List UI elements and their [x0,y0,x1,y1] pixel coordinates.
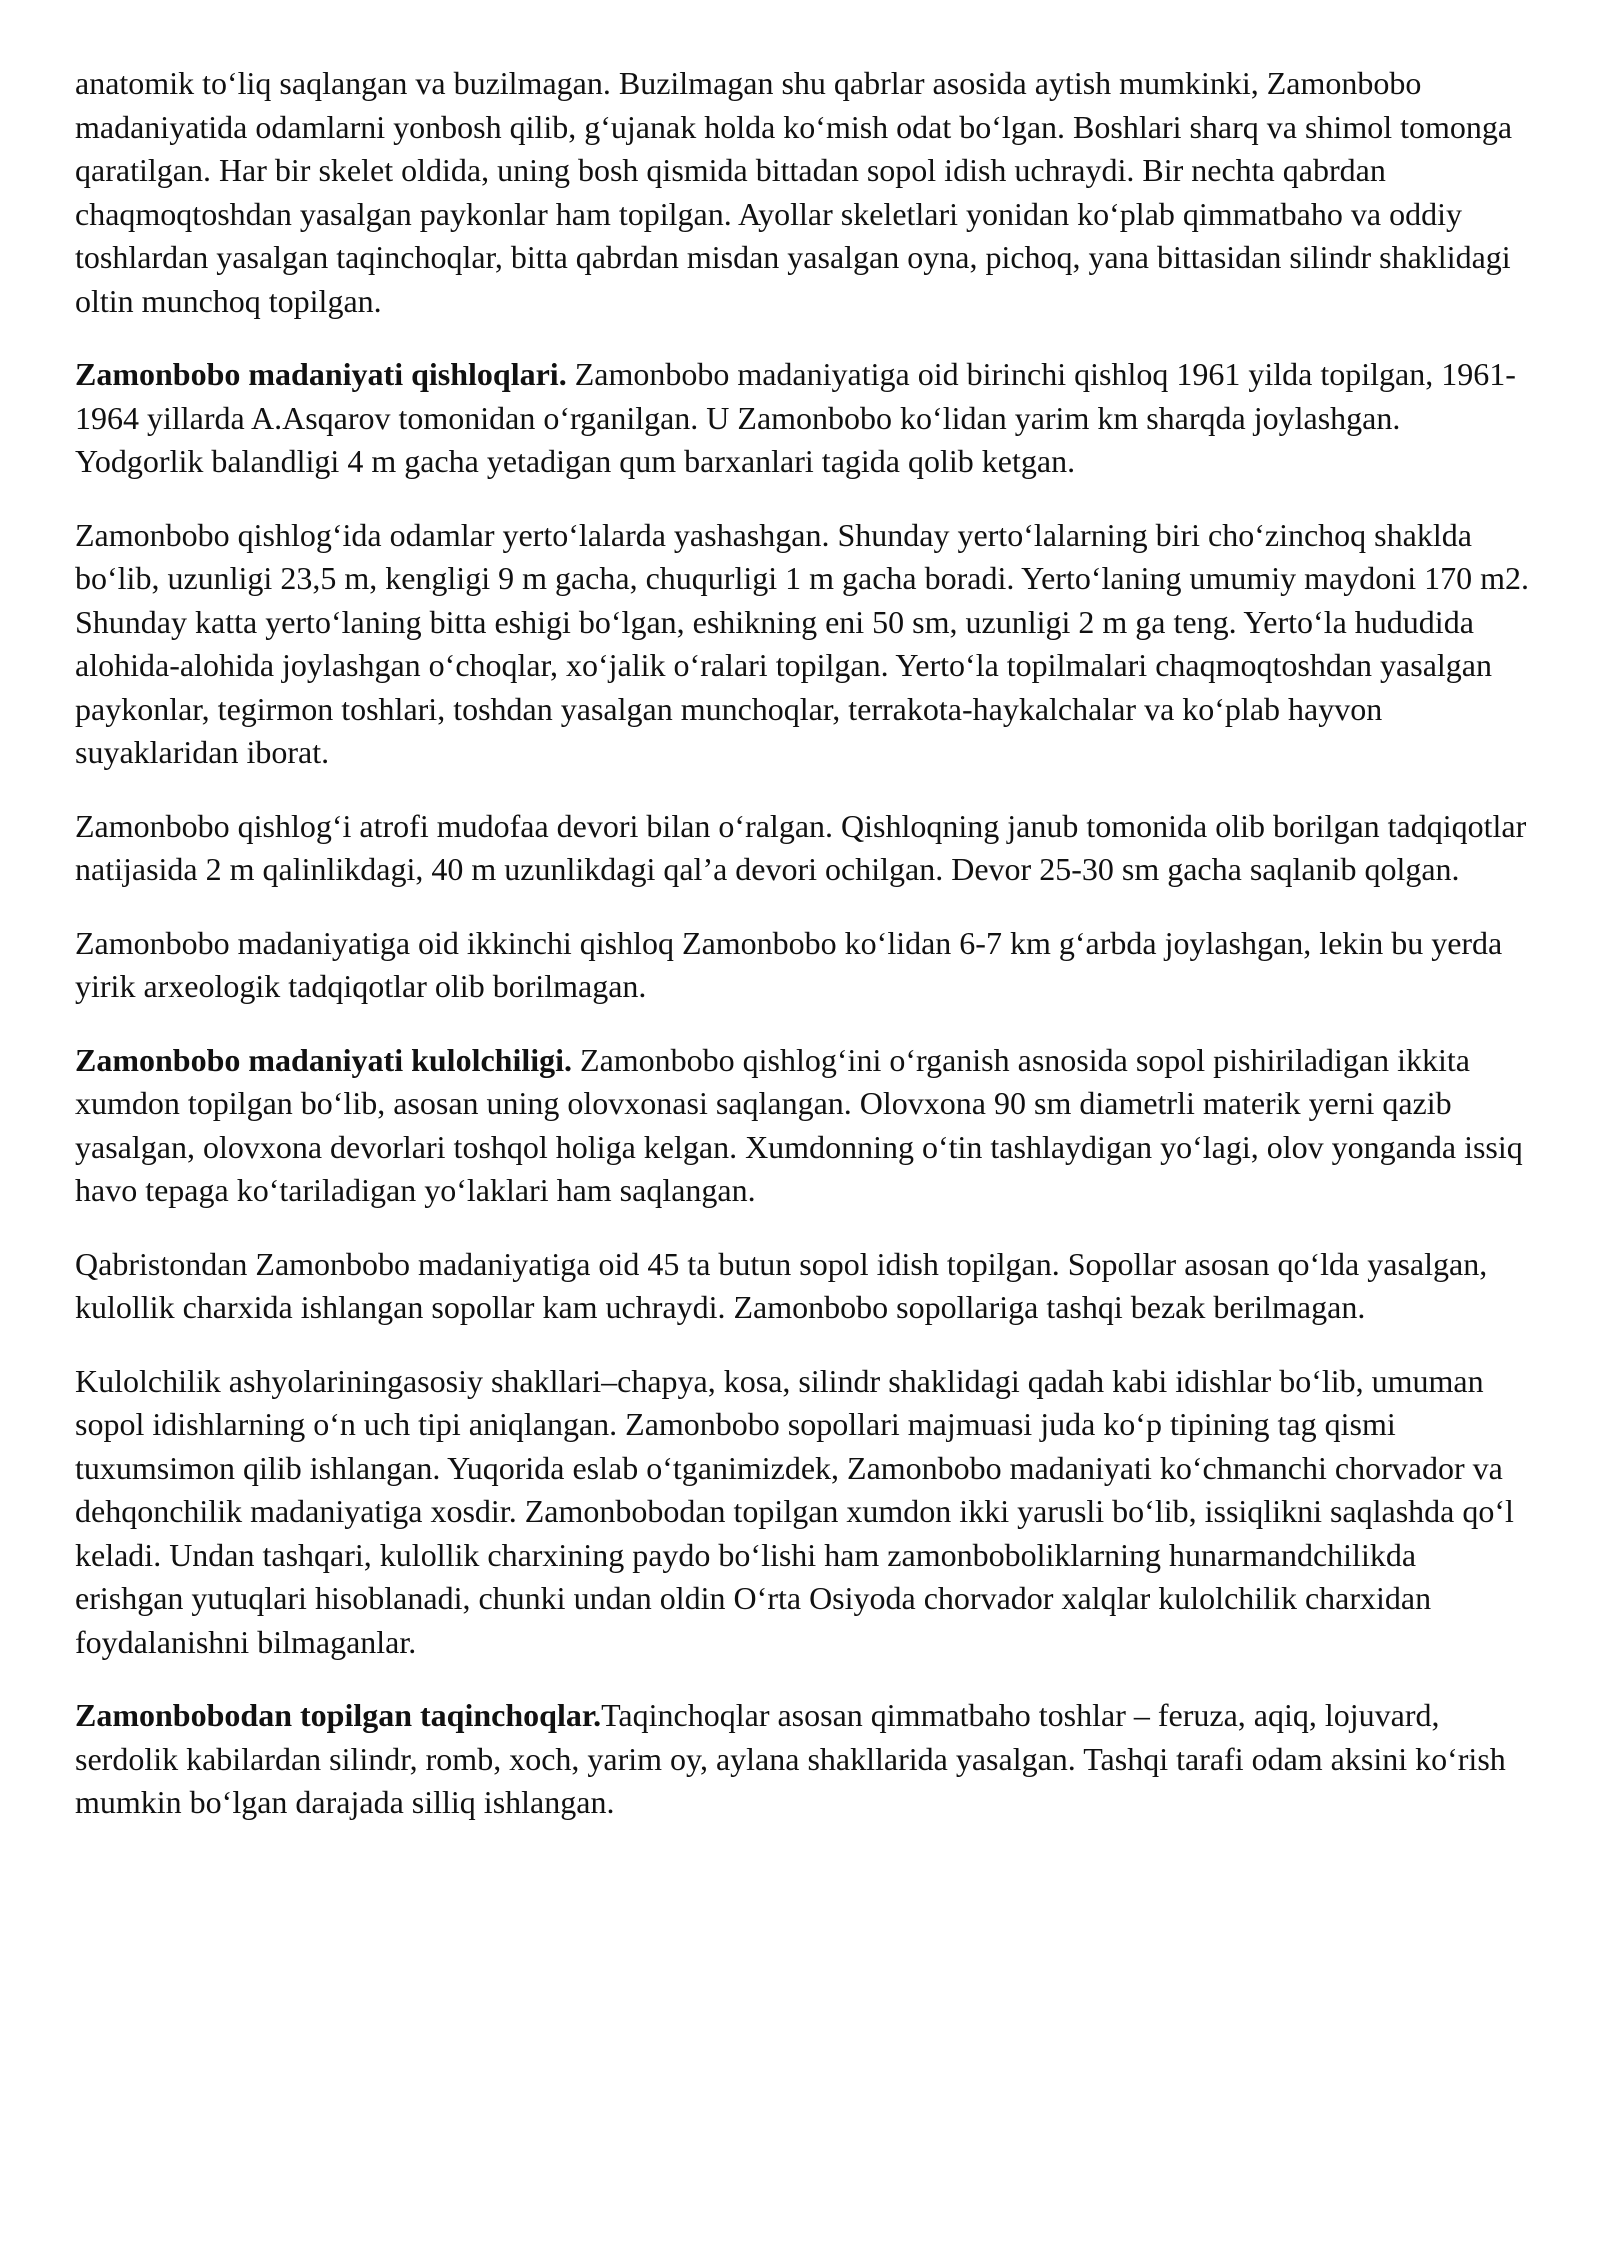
paragraph-villages [75,353,1530,484]
paragraph-text: Qabristondan Zamonbobo madaniyatiga oid 45 ta butun sopol idish topilgan. Sopollar asosan qo‘lda yasalgan, kulollik charxida ishlangan sopollar kam uchraydi. Zamonbobo sopollariga tashqi bezak berilmagan. [75,1245,1488,1325]
paragraph-text: Zamonbobo madaniyatiga oid birinchi qishloq 1961 yilda topilgan, 1961-1964 yillarda A.Asqarov tomonidan o‘rganilgan. U Zamonbobo ko‘lidan yarim km sharqda joylashgan. Yodgorlik balandligi 4 m gacha yetadigan qum barxanlari tagida qolib ketgan. [75,356,1516,479]
section-heading: Zamonbobo madaniyati kulolchiligi. [75,1041,573,1078]
paragraph-text: Kulolchilik ashyolariningasosiy shakllari–chapya, kosa, silindr shaklidagi qadah kabi idishlar bo‘lib, umuman sopol idishlarning o‘n uch tipi aniqlangan. Zamonbobo sopollari majmuasi juda ko‘p tipining tag qismi tuxumsimon qilib ishlangan. Yuqorida eslab o‘tganimizdek, Zamonbobo madaniyati ko‘chmanchi chorvador va dehqonchilik madaniyatiga xosdir. Zamonbobodan topilgan xumdon ikki yarusli bo‘lib, issiqlikni saqlashda qo‘l keladi. Undan tashqari, kulollik charxining paydo bo‘lishi ham zamonboboliklarning hunarmandchilikda erishgan yutuqlari hisoblanadi, chunki undan oldin O‘rta Osiyoda chorvador xalqlar kulolchilik charxidan foydalanishni bilmaganlar. [75,1362,1514,1660]
paragraph-jewelry [75,1694,1530,1825]
section-heading: Zamonbobo madaniyati qishloqlari. [75,356,567,392]
paragraph-defense-wall [75,805,1530,892]
paragraph-pottery-shapes [75,1360,1530,1665]
paragraph-burial-details [75,62,1530,323]
paragraph-text: Zamonbobo qishlog‘ida odamlar yerto‘lalarda yashashgan. Shunday yerto‘lalarning biri cho‘zinchoq shaklda bo‘lib, uzunligi 23,5 m, kengligi 9 m gacha, chuqurligi 1 m gacha boradi. Yerto‘laning umumiy maydoni 170 m2. Shunday katta yerto‘laning bitta eshigi bo‘lgan, eshikning eni 50 sm, uzunligi 2 m ga teng. Yerto‘la hududida alohida-alohida joylashgan o‘choqlar, xo‘jalik o‘ralari topilgan. Yerto‘la topilmalari chaqmoqtoshdan yasalgan paykonlar, tegirmon toshlari, toshdan yasalgan munchoqlar, terrakota-haykalchalar va ko‘plab hayvon suyaklaridan iborat. [75,516,1530,770]
paragraph-cemetery-pottery [75,1243,1530,1330]
paragraph-text: Zamonbobo madaniyatiga oid ikkinchi qishloq Zamonbobo ko‘lidan 6-7 km g‘arbda joylashgan, lekin bu yerda yirik arxeologik tadqiqotlar olib borilmagan. [75,924,1503,1004]
paragraph-text: Zamonbobo qishlog‘ini o‘rganish asnosida sopol pishiriladigan ikkita xumdon topilgan bo‘lib, asosan uning olovxonasi saqlangan. Olovxona 90 sm diametrli materik yerni qazib yasalgan, olovxona devorlari toshqol holiga kelgan. Xumdonning o‘tin tashlaydigan yo‘lagi, olov yonganda issiq havo tepaga ko‘tariladigan yo‘laklari ham saqlangan. [75,1041,1523,1208]
paragraph-pottery-kilns [75,1039,1530,1213]
paragraph-text: Taqinchoqlar asosan qimmatbaho toshlar – feruza, aqiq, lojuvard, serdolik kabilardan silindr, romb, xoch, yarim oy, aylana shakllarida yasalgan. Tashqi tarafi odam aksini ko‘rish mumkin bo‘lgan darajada silliq ishlangan. [75,1697,1506,1820]
paragraph-second-village [75,922,1530,1009]
paragraph-dugout-houses [75,514,1530,775]
paragraph-text: anatomik to‘liq saqlangan va buzilmagan. Buzilmagan shu qabrlar asosida aytish mumkinki, Zamonbobo madaniyatida odamlarni yonbosh qilib, g‘ujanak holda ko‘mish odat bo‘lgan. Boshlari sharq va shimol tomonga qaratilgan. Har bir skelet oldida, uning bosh qismida bittadan sopol idish uchraydi. Bir nechta qabrdan chaqmoqtoshdan yasalgan paykonlar ham topilgan. Ayollar skeletlari yonidan ko‘plab qimmatbaho va oddiy toshlardan yasalgan taqinchoqlar, bitta qabrdan misdan yasalgan oyna, pichoq, yana bittasidan silindr shaklidagi oltin munchoq topilgan. [75,65,1513,319]
paragraph-text: Zamonbobo qishlog‘i atrofi mudofaa devori bilan o‘ralgan. Qishloqning janub tomonida olib borilgan tadqiqotlar natijasida 2 m qalinlikdagi, 40 m uzunlikdagi qal’a devori ochilgan. Devor 25-30 sm gacha saqlanib qolgan. [75,807,1527,887]
section-heading: Zamonbobodan topilgan taqinchoqlar. [75,1697,602,1733]
